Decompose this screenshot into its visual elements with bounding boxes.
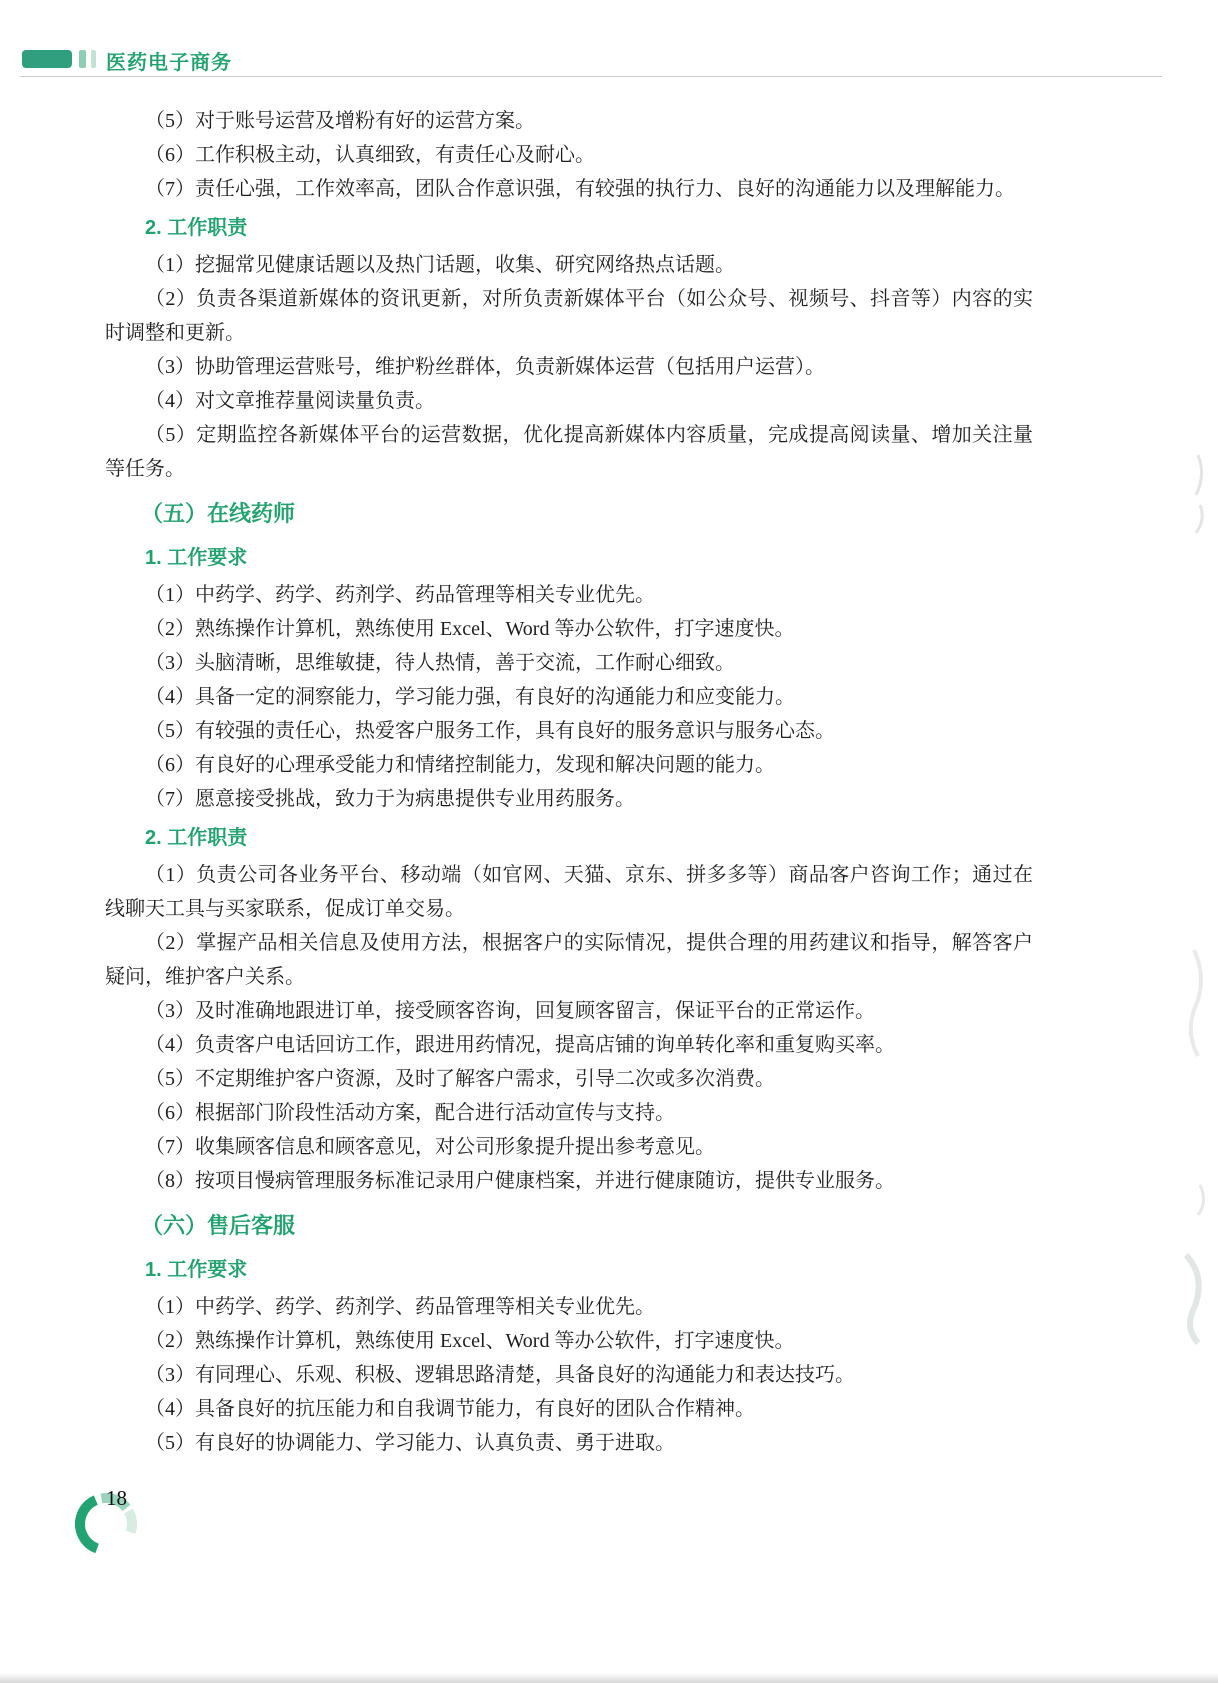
- list-item: （6）工作积极主动，认真细致，有责任心及耐心。: [145, 144, 595, 166]
- list-item: （4）具备一定的洞察能力，学习能力强，有良好的沟通能力和应变能力。: [145, 686, 795, 708]
- list-item: （4）具备良好的抗压能力和自我调节能力，有良好的团队合作精神。: [145, 1398, 755, 1420]
- list-item: （5）对于账号运营及增粉有好的运营方案。: [145, 110, 535, 132]
- list-item: （5）有较强的责任心，热爱客户服务工作，具有良好的服务意识与服务心态。: [145, 720, 835, 742]
- list-item: （3）有同理心、乐观、积极、逻辑思路清楚，具备良好的沟通能力和表达技巧。: [145, 1364, 855, 1386]
- scan-artifacts: [1098, 0, 1218, 1683]
- list-item: （7）愿意接受挑战，致力于为病患提供专业用药服务。: [145, 788, 635, 810]
- list-item: （7）责任心强，工作效率高，团队合作意识强，有较强的执行力、良好的沟通能力以及理解能力。: [145, 178, 1015, 200]
- scan-bottom-edge: [0, 1673, 1218, 1683]
- page-header: [0, 0, 1218, 80]
- list-item: （8）按项目慢病管理服务标准记录用户健康档案，并进行健康随访，提供专业服务。: [145, 1170, 895, 1192]
- list-item: （3）协助管理运营账号，维护粉丝群体，负责新媒体运营（包括用户运营）。: [145, 356, 825, 378]
- list-item: （4）对文章推荐量阅读量负责。: [145, 390, 435, 412]
- list-item: （7）收集顾客信息和顾客意见，对公司形象提升提出参考意见。: [145, 1136, 715, 1158]
- list-item: （1）挖掘常见健康话题以及热门话题，收集、研究网络热点话题。: [145, 254, 735, 276]
- header-divider: [20, 76, 1162, 77]
- subsection-heading: 1. 工作要求: [145, 1259, 248, 1281]
- header-logo-bar2-icon: [91, 50, 96, 68]
- list-item: （1）中药学、药学、药剂学、药品管理等相关专业优先。: [145, 584, 655, 606]
- page-number: 18: [106, 1486, 127, 1510]
- header-logo-block-icon: [22, 50, 72, 68]
- list-item: （6）有良好的心理承受能力和情绪控制能力，发现和解决问题的能力。: [145, 754, 775, 776]
- list-item: （6）根据部门阶段性活动方案，配合进行活动宣传与支持。: [145, 1102, 675, 1124]
- section-heading: （五）在线药师: [141, 501, 296, 526]
- section-heading: （六）售后客服: [141, 1213, 296, 1238]
- list-item: （1）中药学、药学、药剂学、药品管理等相关专业优先。: [145, 1296, 655, 1318]
- list-item: （5）不定期维护客户资源，及时了解客户需求，引导二次或多次消费。: [145, 1068, 775, 1090]
- list-item: （3）及时准确地跟进订单，接受顾客咨询，回复顾客留言，保证平台的正常运作。: [145, 1000, 875, 1022]
- subsection-heading: 2. 工作职责: [145, 217, 248, 239]
- list-item: （2）熟练操作计算机，熟练使用 Excel、Word 等办公软件，打字速度快。: [145, 1330, 795, 1352]
- subsection-heading: 2. 工作职责: [145, 827, 248, 849]
- header-logo-bar-icon: [79, 50, 86, 68]
- page-content: [105, 104, 1033, 1460]
- list-item: （2）掌握产品相关信息及使用方法，根据客户的实际情况，提供合理的用药建议和指导，解答客户疑问，维护客户关系。: [105, 932, 1033, 988]
- list-item: （4）负责客户电话回访工作，跟进用药情况，提高店铺的询单转化率和重复购买率。: [145, 1034, 895, 1056]
- page-number-area: [70, 1476, 160, 1556]
- list-item: （2）负责各渠道新媒体的资讯更新，对所负责新媒体平台（如公众号、视频号、抖音等）内容的实时调整和更新。: [105, 288, 1033, 344]
- list-item: （5）定期监控各新媒体平台的运营数据，优化提高新媒体内容质量，完成提高阅读量、增加关注量等任务。: [105, 424, 1033, 480]
- list-item: （1）负责公司各业务平台、移动端（如官网、天猫、京东、拼多多等）商品客户咨询工作；通过在线聊天工具与买家联系，促成订单交易。: [105, 864, 1033, 920]
- running-head-title: 医药电子商务: [106, 52, 232, 74]
- subsection-heading: 1. 工作要求: [145, 547, 248, 569]
- list-item: （5）有良好的协调能力、学习能力、认真负责、勇于进取。: [145, 1432, 675, 1454]
- list-item: （3）头脑清晰，思维敏捷，待人热情，善于交流，工作耐心细致。: [145, 652, 735, 674]
- list-item: （2）熟练操作计算机，熟练使用 Excel、Word 等办公软件，打字速度快。: [145, 618, 795, 640]
